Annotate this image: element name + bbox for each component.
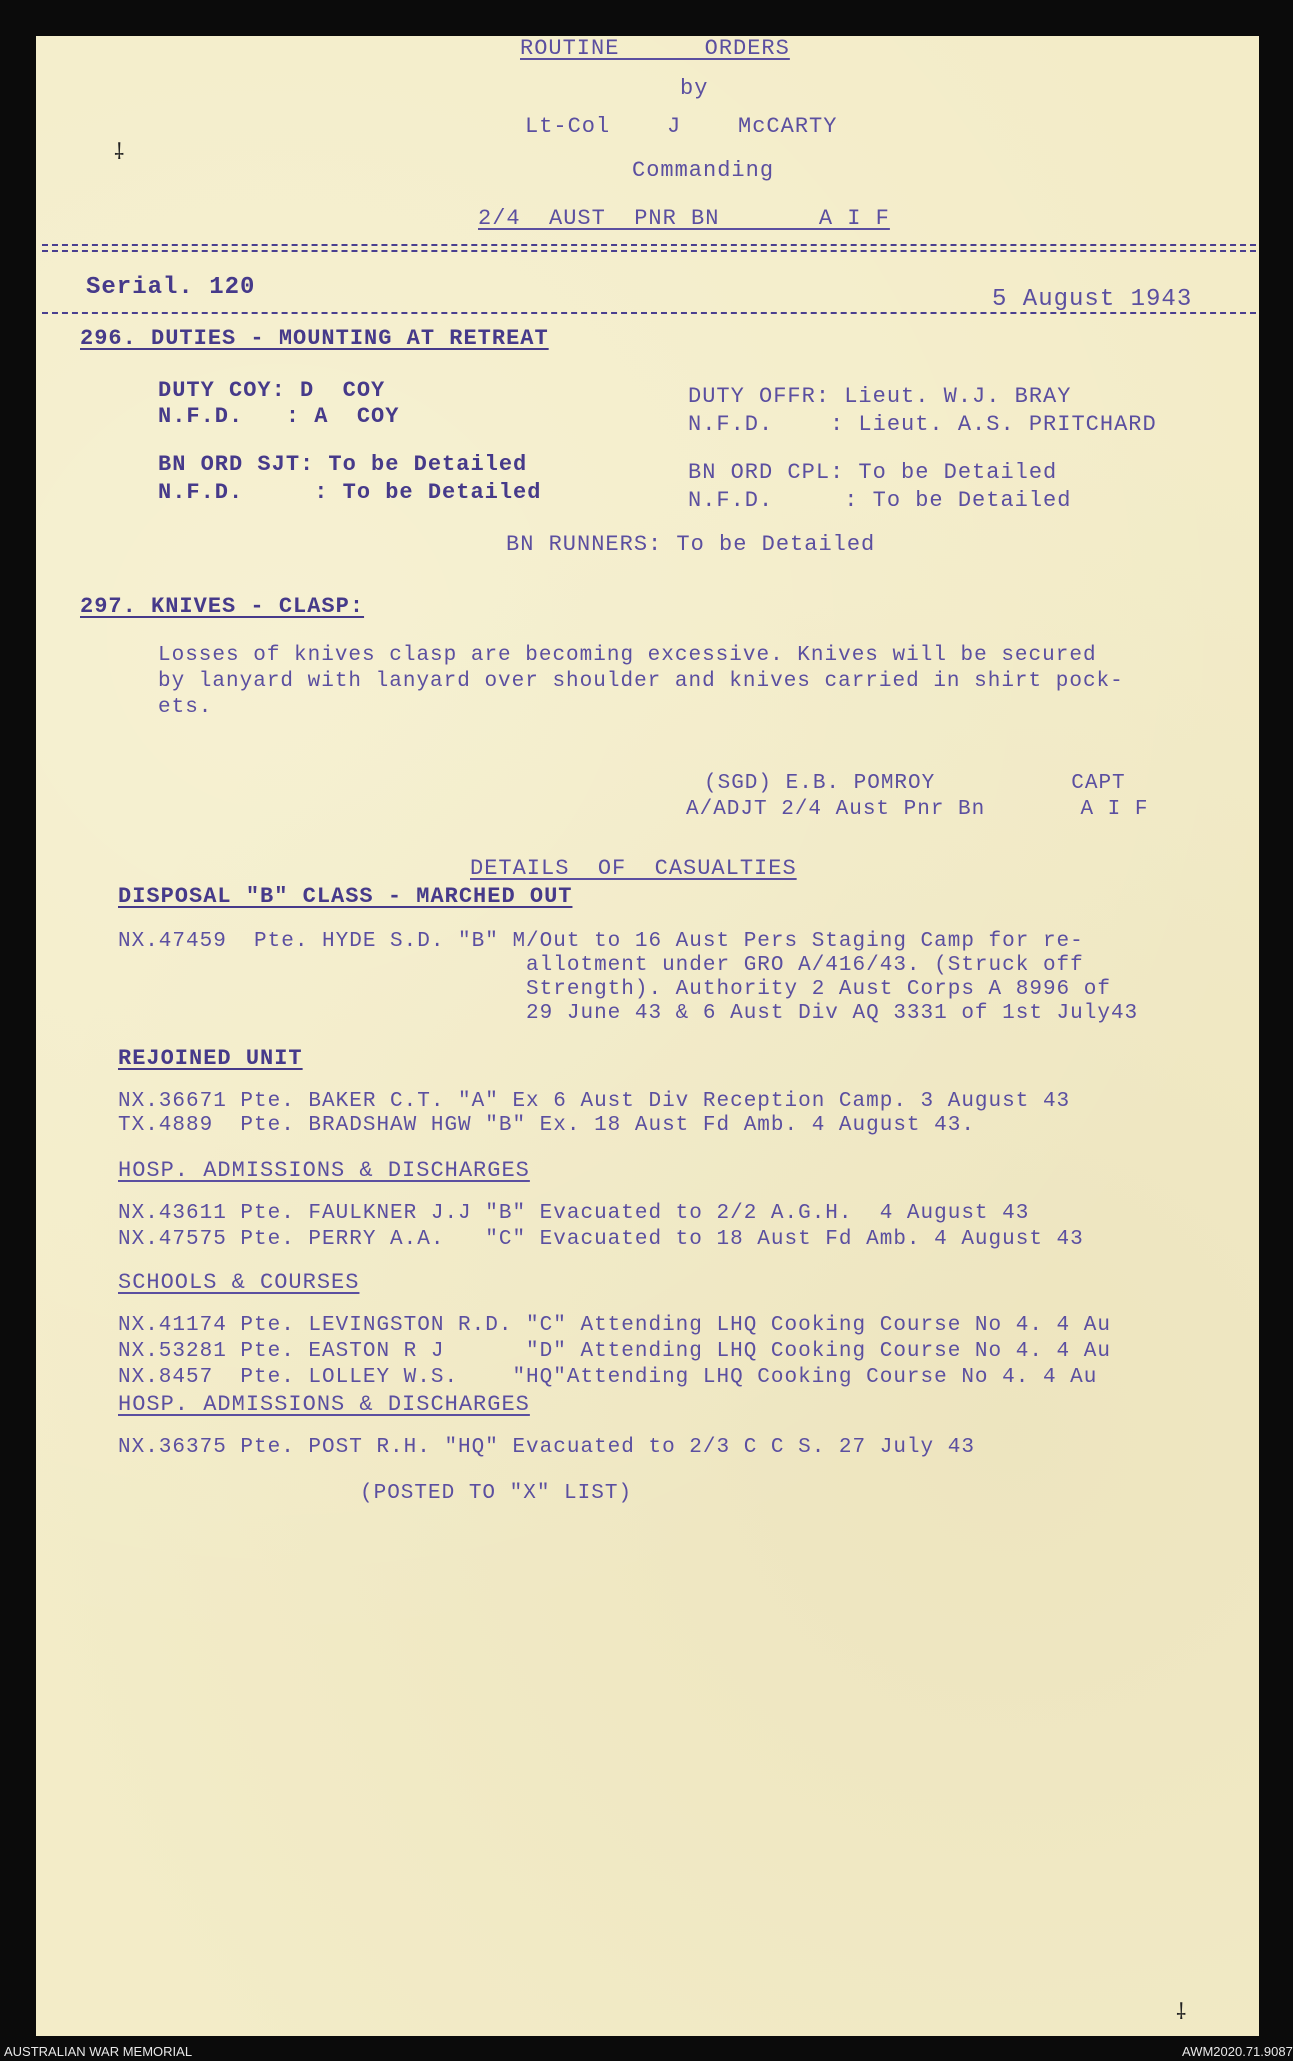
commanding-line: Commanding xyxy=(632,158,775,183)
casualties-title: DETAILS OF CASUALTIES xyxy=(470,856,797,881)
casualty-line: NX.36375 Pte. POST R.H. "HQ" Evacuated to 2/3 C C S. 27 July 43 xyxy=(118,1436,975,1459)
order-title: ROUTINE ORDERS xyxy=(520,36,790,61)
casualty-line: NX.53281 Pte. EASTON R J "D" Attending LHQ Cooking Course No 4. 4 Au xyxy=(118,1340,1111,1363)
casualty-line: NX.47459 Pte. HYDE S.D. "B" M/Out to 16 Aust Pers Staging Camp for re- xyxy=(118,930,1084,953)
header-rule-top xyxy=(42,244,1256,246)
footer-catalogue-id: AWM2020.71.9087 xyxy=(1182,2044,1293,2059)
knives-para-line-1: Losses of knives clasp are becoming excessive. Knives will be secured xyxy=(158,644,1097,667)
casualty-line: 29 June 43 & 6 Aust Div AQ 3331 of 1st July43 xyxy=(118,1002,1139,1025)
section-heading-hosp-2: HOSP. ADMISSIONS & DISCHARGES xyxy=(118,1392,530,1417)
nfd-sjt: N.F.D. : To be Detailed xyxy=(158,480,542,505)
casualty-line: TX.4889 Pte. BRADSHAW HGW "B" Ex. 18 Aust Fd Amb. 4 August 43. xyxy=(118,1114,975,1137)
posted-note: (POSTED TO "X" LIST) xyxy=(360,1482,633,1505)
casualty-line: NX.8457 Pte. LOLLEY W.S. "HQ"Attending LHQ Cooking Course No 4. 4 Au xyxy=(118,1366,1098,1389)
casualty-line: Strength). Authority 2 Aust Corps A 8996 of xyxy=(118,978,1111,1001)
casualty-line: NX.36671 Pte. BAKER C.T. "A" Ex 6 Aust Div Reception Camp. 3 August 43 xyxy=(118,1090,1071,1113)
knives-para-line-3: ets. xyxy=(158,696,213,719)
signature-name: (SGD) E.B. POMROY CAPT xyxy=(704,772,1126,795)
bn-ord-sjt: BN ORD SJT: To be Detailed xyxy=(158,452,528,477)
unit-name: 2/4 AUST PNR BN A I F xyxy=(478,206,890,231)
nfd-officer: N.F.D. : Lieut. A.S. PRITCHARD xyxy=(688,412,1157,437)
item-296-heading: 296. DUTIES - MOUNTING AT RETREAT xyxy=(80,326,549,351)
ink-speck: ⸸ xyxy=(114,141,125,166)
section-heading-hosp: HOSP. ADMISSIONS & DISCHARGES xyxy=(118,1158,530,1183)
serial-number: Serial. 120 xyxy=(86,274,256,301)
bn-ord-cpl: BN ORD CPL: To be Detailed xyxy=(688,460,1058,485)
nfd-cpl: N.F.D. : To be Detailed xyxy=(688,488,1072,513)
signature-title: A/ADJT 2/4 Aust Pnr Bn A I F xyxy=(686,798,1149,821)
casualty-line: NX.43611 Pte. FAULKNER J.J "B" Evacuated to 2/2 A.G.H. 4 August 43 xyxy=(118,1202,1030,1225)
bn-runners: BN RUNNERS: To be Detailed xyxy=(506,532,876,557)
knives-para-line-2: by lanyard with lanyard over shoulder and knives carried in shirt pock- xyxy=(158,670,1124,693)
item-297-heading: 297. KNIVES - CLASP: xyxy=(80,594,365,619)
nfd-coy: N.F.D. : A COY xyxy=(158,404,400,429)
footer-archive-name: AUSTRALIAN WAR MEMORIAL xyxy=(4,2044,193,2059)
commander-name: Lt-Col J McCARTY xyxy=(525,114,838,139)
casualty-line: NX.47575 Pte. PERRY A.A. "C" Evacuated to 18 Aust Fd Amb. 4 August 43 xyxy=(118,1228,1084,1251)
by-line: by xyxy=(680,76,709,101)
ink-speck: ⸸ xyxy=(1176,2001,1187,2026)
section-heading-schools: SCHOOLS & COURSES xyxy=(118,1270,360,1295)
section-heading-disposal: DISPOSAL "B" CLASS - MARCHED OUT xyxy=(118,884,573,909)
casualty-line: allotment under GRO A/416/43. (Struck off xyxy=(118,954,1084,977)
order-date: 5 August 1943 xyxy=(992,286,1193,313)
section-heading-rejoined: REJOINED UNIT xyxy=(118,1046,303,1071)
header-rule-bottom xyxy=(42,250,1256,252)
duty-officer: DUTY OFFR: Lieut. W.J. BRAY xyxy=(688,384,1072,409)
casualty-line: NX.41174 Pte. LEVINGSTON R.D. "C" Attending LHQ Cooking Course No 4. 4 Au xyxy=(118,1314,1111,1337)
serial-rule xyxy=(42,312,1256,314)
duty-coy: DUTY COY: D COY xyxy=(158,378,386,403)
